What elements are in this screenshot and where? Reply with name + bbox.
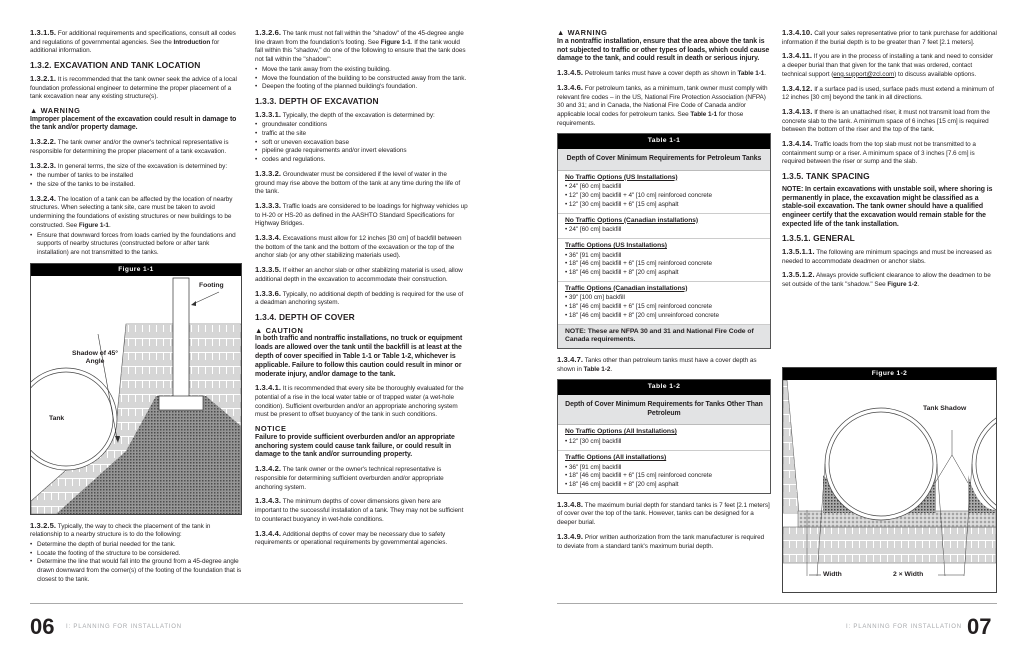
notice-box [255, 425, 468, 460]
section-number: 1.3.3.5. [255, 265, 282, 275]
bullet: • [565, 226, 569, 234]
paragraph-text: Petroleum tanks must have a cover depth as shown in [583, 70, 738, 78]
section-number: 1.3.2.5. [30, 520, 57, 530]
soil-layer [783, 527, 996, 563]
alert-label [557, 29, 771, 38]
section-number: 1.3.2.6. [255, 28, 282, 37]
bullet-list [30, 232, 242, 258]
paragraph-text: If you are in the process of installing a tank and need to consider a deeper burial than that given for the tank that was ordered, contact technical support ( [782, 53, 994, 78]
alert-label-text: WARNING [40, 105, 81, 115]
paragraph-text: for those requirements. [557, 110, 744, 127]
section-number: 1.3.4.10. [782, 28, 813, 37]
paragraph-text: ) to discuss available options. [894, 70, 977, 78]
paragraph [30, 195, 242, 231]
paragraph-text: The minimum depths of cover dimensions given here are important to the successful installation of a tank. They may not be sufficient to counteract buoyancy in wet-hole conditions. [255, 498, 464, 523]
table-item [565, 201, 763, 210]
group-heading: No Traffic Options (All Installations) [565, 428, 677, 436]
section-number: 1.3.1.5. [30, 28, 57, 37]
paragraph [782, 29, 998, 47]
tank-shadow-label: Tank Shadow [923, 405, 967, 412]
table-item-text: 18" [46 cm] backfill + 8" [20 cm] asphalt [568, 481, 679, 488]
paragraph-text: . [764, 70, 767, 78]
column-1 [30, 29, 242, 590]
cross-reference: Table 1-1 [737, 70, 765, 78]
table-item [565, 303, 763, 312]
paragraph-text: . [108, 221, 111, 229]
note-paragraph: NOTE: In certain excavations with unstable soil, where shoring is permanently in place, the excavation might be classified as a stable-soil excavation. The tank owner should have a qualified engineer certify that the excavation would remain stable for the expected life of the tank installation. [782, 185, 993, 228]
section-number: 1.3.4.4. [255, 528, 282, 538]
list-item: • codes and regulations. [255, 156, 468, 165]
alert-text: Failure to provide sufficient overburden and/or an appropriate anchoring system could cause tank failure, or could result in damage to the tank and/or surrounding property. [255, 433, 455, 459]
table-item-text: 24" [60 cm] backfill [568, 226, 622, 234]
table-item-text: 24" [60 cm] backfill [568, 183, 622, 191]
cross-reference: Figure 1-1 [78, 221, 109, 229]
section-heading: 1.3.5.1. GENERAL [782, 233, 855, 244]
figure-1-1-diagram [31, 276, 241, 514]
table-item-text: 36" [91 cm] backfill [568, 463, 622, 471]
table-group [558, 239, 770, 282]
table-item-text: 18" [46 cm] backfill + 8" [20 cm] asphalt [568, 269, 679, 277]
table-item [565, 252, 763, 261]
section-number: 1.3.3.4. [255, 233, 282, 243]
alert-text: In both traffic and nontraffic installations, no truck or equipment loads are allowed over the tank until the backfill is at least at the depth of cover specified in Table 1-1 or Table 1-2, whichever is applicable. Failure to follow this caution could result in minor or moderate injury, and/or damage to the tank. [255, 335, 463, 378]
table-item [565, 294, 763, 303]
warning-triangle-icon: ▲ [255, 325, 266, 335]
paragraph-text: for additional information. [30, 38, 220, 55]
table-group [558, 425, 770, 450]
alert-label-text: CAUTION [265, 325, 304, 335]
paragraph-text: If there is an unattached riser, it must not transmit load from the concrete slab to the tank. A minimum space of 6 inches [15 cm] is required between the bottom of the riser and the top of the tank. [782, 108, 990, 134]
table-subtitle: Depth of Cover Minimum Requirements for Tanks Other Than Petroleum [558, 395, 770, 425]
bullet: • [565, 260, 569, 268]
paragraph [782, 248, 998, 266]
section-heading: 1.3.4. DEPTH OF COVER [255, 311, 355, 322]
paragraph [255, 29, 468, 65]
section-number: 1.3.5.1.1. [782, 247, 815, 257]
paragraph-text: It is recommended that the tank owner seek the advice of a local foundation professional engineer to determine the proper placement of a tank excavation near any existing structure(s). [30, 75, 237, 101]
bullet: • [565, 481, 569, 488]
list-item: • the size of the tanks to be installed. [30, 181, 242, 190]
paragraph-text: . [917, 281, 920, 289]
depth-of-cover-table [557, 133, 771, 349]
paragraph-text: Typically, no additional depth of bedding is required for the use of a deadman anchoring system. [255, 290, 464, 307]
paragraph [30, 162, 242, 172]
paragraph [557, 533, 771, 551]
paragraph-text: For additional requirements and specifications, consult all codes and regulations of governmental agencies. See the [30, 30, 236, 46]
section-number: 1.3.4.14. [782, 139, 813, 149]
figure-space [30, 263, 242, 515]
footer-rule-left [30, 603, 463, 604]
bullet: • [565, 192, 569, 200]
section-number: 1.3.4.1. [255, 383, 282, 393]
section-title-left: I: PLANNING FOR INSTALLATION [66, 624, 182, 630]
table-subtitle: Depth of Cover Minimum Requirements for Petroleum Tanks [558, 149, 770, 171]
section-number: 1.3.4.5. [557, 68, 584, 78]
cross-reference: Figure 1-2 [887, 281, 918, 289]
paragraph [255, 202, 468, 229]
paragraph [557, 84, 771, 129]
paragraph-text: Groundwater must be considered if the level of water in the ground may rise above the bottom of the tank at any time during the life of the tank. [255, 170, 461, 196]
alert-label [255, 425, 468, 434]
table-title: Table 1-2 [558, 380, 770, 395]
bullet: • [565, 183, 569, 191]
bullet: • [565, 438, 569, 446]
footing-base [159, 396, 203, 410]
table-item-text: 18" [46 cm] backfill + 8" [20 cm] unreinforced concrete [568, 311, 720, 319]
page-number-left: 06 [30, 614, 55, 639]
paragraph-text: If a surface pad is used, surface pads must extend a minimum of 12 inches [30 cm] beyond the tank in all directions. [782, 85, 994, 102]
paragraph-text: Typically, the way to check the placement of the tank in relationship to a nearby structure is to do the following: [30, 522, 211, 539]
list-item: • traffic at the site [255, 130, 468, 139]
section-number: 1.3.2.1. [30, 73, 57, 83]
list-item: • groundwater conditions [255, 121, 468, 130]
paragraph [30, 29, 242, 56]
footer-rule-right [557, 603, 997, 604]
table-title: Table 1-1 [558, 134, 770, 149]
section-number: 1.3.2.3. [30, 160, 57, 170]
list-item: • Determine the depth of burial needed for the tank. [30, 541, 242, 550]
alert-text: In a nontraffic installation, ensure that the area above the tank is not subjected to traffic or other types of loads, which could cause damage to the tank, and could result in death or serious injury. [557, 37, 770, 63]
table-item [565, 472, 763, 481]
table-item-text: 12" [30 cm] backfill + 4" [10 cm] reinforced concrete [568, 192, 713, 200]
figure-1-2 [782, 367, 997, 593]
bullet-list [255, 66, 468, 92]
warning-triangle-icon: ▲ [30, 105, 41, 115]
alert-text: Improper placement of the excavation could result in damage to the tank and/or property damage. [30, 115, 237, 132]
table-group [558, 282, 770, 325]
paragraph [782, 140, 998, 167]
paragraph [255, 465, 468, 492]
list-item: • soft or uneven excavation base [255, 139, 468, 148]
alert-label-text: WARNING [567, 28, 608, 37]
cross-reference: Introduction [173, 38, 211, 46]
bullet: • [565, 463, 569, 471]
section-number: 1.3.2.4. [30, 193, 57, 203]
depth-of-cover-table [557, 379, 771, 493]
paragraph-text: The tank owner and/or the owner's technical representative is responsible for determining the proper placement of a tank excavation. [30, 139, 229, 155]
list-item: • Move the foundation of the building to be constructed away from the tank. [255, 75, 468, 84]
bullet: • [565, 303, 569, 311]
alert-label [30, 107, 242, 116]
figure-title: Figure 1-1 [31, 264, 241, 276]
group-heading: Traffic Options (Canadian installations) [565, 284, 688, 292]
table-item-text: 18" [46 cm] backfill + 6" [15 cm] reinforced concrete [568, 303, 713, 311]
safety-alert [557, 29, 771, 64]
section-heading: 1.3.3. DEPTH OF EXCAVATION [255, 95, 379, 106]
paragraph-text: . [610, 365, 613, 373]
list-item: • the number of tanks to be installed [30, 172, 242, 181]
paragraph-text: For petroleum tanks, as a minimum, tank owner must comply with relevant fire codes – in the US, National Fire Protection Association (NFPA) 30 and 31; and in Canada, the National Fire Code of Canada and/or applicable local codes for petroleum tanks. See [557, 84, 768, 118]
group-heading: No Traffic Options (Canadian installations) [565, 216, 699, 224]
paragraph [782, 85, 998, 103]
section-number: 1.3.3.1. [255, 109, 282, 119]
section-number: 1.3.4.11. [782, 51, 813, 61]
paragraph [255, 530, 468, 548]
table-note: NOTE: These are NFPA 30 and 31 and National Fire Code of Canada requirements. [558, 325, 770, 348]
bullet-list [255, 121, 468, 165]
cross-reference: Figure 1-1 [380, 38, 411, 46]
footing-stem [173, 278, 189, 408]
section-number: 1.3.2.2. [30, 137, 57, 147]
bullet: • [565, 311, 569, 319]
table-group [558, 451, 770, 493]
bullet-list [30, 541, 242, 585]
table-item [565, 464, 763, 473]
safety-alert [255, 327, 468, 380]
table-item [565, 260, 763, 269]
paragraph [30, 75, 242, 102]
section-title-right: I: PLANNING FOR INSTALLATION [846, 624, 962, 630]
paragraph [30, 522, 242, 540]
figure-1-1 [30, 263, 242, 515]
footing-label: Footing [199, 281, 224, 289]
bullet: • [565, 294, 569, 302]
width-label: Width [823, 571, 842, 578]
paragraph-text: Tanks other than petroleum tanks must have a cover depth as shown in [557, 356, 757, 373]
paragraph-text: Excavations must allow for 12 inches [30 cm] of backfill between the bottom of the tank and the bottom of the excavation or the top of the anchor slab (or any other stabilizing materials used). [255, 235, 462, 260]
list-item: • Move the tank away from the existing building. [255, 66, 468, 75]
paragraph-text: Always provide sufficient clearance to allow the deadmen to be set outside of the tank "shadow." See [782, 272, 991, 289]
paragraph-text: The tank must not fall within the "shadow" of the 45-degree angle line drawn from the foundation's footing. See [255, 30, 464, 46]
section-number: 1.3.3.6. [255, 288, 282, 298]
paragraph [255, 384, 468, 420]
list-item: • pipeline grade requirements and/or invert elevations [255, 147, 468, 156]
table-item-text: 18" [46 cm] backfill + 6" [15 cm] reinforced concrete [568, 260, 713, 268]
column-2 [255, 29, 468, 553]
table-item [565, 481, 763, 490]
table-item [565, 226, 763, 235]
paragraph [782, 108, 998, 135]
paragraph [255, 234, 468, 261]
cross-reference: Table 1-2 [583, 365, 611, 373]
table-item-text: 18" [46 cm] backfill + 6" [15 cm] reinforced concrete [568, 472, 713, 480]
shadow-label: Shadow of 45° Angle [72, 349, 118, 365]
warning-triangle-icon: ▲ [557, 28, 568, 37]
table-item-text: 36" [91 cm] backfill [568, 251, 622, 259]
email-link[interactable]: eng.support@zcl.com [833, 70, 895, 78]
section-number: 1.3.4.13. [782, 106, 813, 116]
table-item [565, 269, 763, 278]
table-item-text: 12" [30 cm] backfill + 6" [15 cm] asphalt [568, 200, 679, 208]
paragraph-text: In general terms, the size of the excavation is determined by: [56, 162, 228, 170]
bullet-list [30, 172, 242, 189]
paragraph-text: Call your sales representative prior to tank purchase for additional information if the burial depth is to be greater than 7 feet [2.1 meters]. [782, 30, 997, 46]
group-heading: No Traffic Options (US Installations) [565, 173, 678, 181]
paragraph-text: It is recommended that every site be thoroughly evaluated for the potential of a rise in the local water table or of trapped water (a wet-hole condition). Sufficient overburden and/or an appropriate anchoring system must be present to offset buoyancy of the tank in such conditions. [255, 385, 464, 419]
paragraph-text: . If the tank would fall within this "shadow," do one of the following to ensure that the tank does not fall within the "shadow": [255, 38, 466, 64]
table-group [558, 214, 770, 239]
table-item-text: 39" [100 cm] backfill [568, 294, 625, 302]
bullet: • [565, 200, 569, 208]
section-number: 1.3.5.1.2. [782, 270, 815, 280]
section-heading: 1.3.2. EXCAVATION AND TANK LOCATION [30, 60, 201, 71]
alert-label [255, 327, 468, 336]
section-heading: 1.3.5. TANK SPACING [782, 171, 870, 182]
group-heading: Traffic Options (All installations) [565, 453, 667, 461]
paragraph [255, 170, 468, 197]
list-item: • Locate the footing of the structure to be considered. [30, 550, 242, 559]
table-item-text: 12" [30 cm] backfill [568, 438, 622, 446]
section-number: 1.3.4.12. [782, 83, 813, 93]
paragraph [557, 69, 771, 79]
section-number: 1.3.4.6. [557, 82, 584, 92]
table-item [565, 183, 763, 192]
paragraph-text: The following are minimum spacings and must be increased as needed to accommodate deadmen or anchor slabs. [782, 249, 992, 265]
paragraph-text: Additional depths of cover may be necessary due to safety requirements or operational requirements by governmental agencies. [255, 530, 448, 547]
table-group [558, 171, 770, 214]
paragraph-text: If either an anchor slab or other stabilizing material is used, allow additional depth in the excavation to accommodate their construction. [255, 267, 463, 283]
page-number-right: 07 [967, 614, 992, 639]
alert-label-text: NOTICE [255, 424, 287, 434]
column-4 [782, 29, 998, 295]
table-item [565, 312, 763, 321]
paragraph-text: Traffic loads from the top slab must not be transmitted to a containment sump or a riser. A minimum space of 3 inches [7.6 cm] is required between the riser or sump and the slab. [782, 141, 976, 166]
section-number: 1.3.3.2. [255, 168, 282, 178]
bullet: • [565, 269, 569, 277]
paragraph [255, 497, 468, 524]
bullet: • [565, 251, 569, 259]
paragraph-text: The tank owner or the owner's technical representative is responsible for determining sufficient overburden and/or appropriate anchoring system. [255, 466, 444, 491]
paragraph [255, 111, 468, 121]
paragraph [782, 271, 998, 289]
section-number: 1.3.3.3. [255, 200, 282, 210]
table-item [565, 438, 763, 447]
paragraph-text: The location of a tank can be affected by the location of nearby structures. When selecting a tank site, care must be taken to avoid undermining the foundations of existing structures or new buildings to be constructed. See [30, 195, 233, 229]
paragraph-text: Prior written authorization from the tank manufacturer is required to deviate from a standard tank's maximum burial depth. [557, 533, 765, 550]
paragraph [255, 266, 468, 284]
safety-alert [30, 107, 242, 133]
section-number: 1.3.4.7. [557, 354, 584, 364]
section-number: 1.3.4.3. [255, 496, 282, 506]
paragraph-text: Typically, the depth of the excavation is determined by: [281, 111, 435, 119]
section-number: 1.3.4.2. [255, 464, 282, 474]
list-item: • Ensure that downward forces from loads carried by the foundations and supports of nearby structures (constructed before or after tank installation) are not transmitted to the tanks. [30, 232, 242, 258]
paragraph [30, 138, 242, 156]
section-number: 1.3.4.9. [557, 531, 584, 541]
double-width-label: 2 × Width [893, 571, 924, 578]
bullet: • [565, 472, 569, 480]
paragraph [255, 290, 468, 308]
list-item: • Determine the line that would fall into the ground from a 45-degree angle drawn downward from the corner(s) of the footing of the foundation that is closest to the tank. [30, 558, 242, 584]
paragraph [782, 52, 998, 79]
section-number: 1.3.4.8. [557, 499, 584, 509]
table-item [565, 192, 763, 201]
group-heading: Traffic Options (US Installations) [565, 241, 667, 249]
column-3 [557, 29, 771, 556]
list-item: • Deepen the footing of the planned building's foundation. [255, 83, 468, 92]
paragraph-text: The maximum burial depth for standard tanks is 7 feet [2.1 meters] of cover over the top of the tank. However, tanks can be designed for a deeper burial. [557, 501, 770, 527]
cross-reference: Table 1-1 [690, 110, 718, 118]
paragraph [557, 501, 771, 528]
paragraph [557, 356, 771, 374]
figure-title: Figure 1-2 [783, 368, 996, 380]
tank-label: Tank [49, 414, 65, 422]
paragraph-text: Traffic loads are considered to be loadings for highway vehicles up to H-20 or HS-20 as defined in the AASHTO Standard Specifications for Highway Bridges. [255, 202, 468, 228]
